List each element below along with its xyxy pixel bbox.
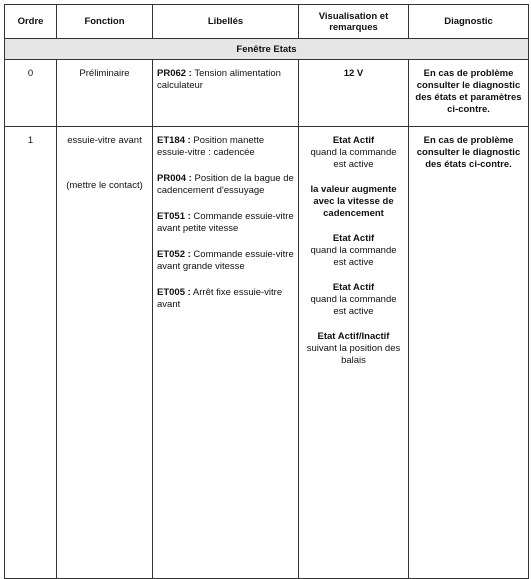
header-row [5, 5, 529, 39]
visualisation-value: Etat Actif [332, 282, 375, 293]
visualisation-note: quand la commande est active [310, 294, 397, 317]
row0-diagnostic: En cas de problème consulter le diagnostic des états et paramètres ci-contre. [409, 60, 529, 127]
libelle-code: PR062 : [157, 68, 192, 79]
header-diagnostic: Diagnostic [409, 5, 529, 39]
libelle-text: Tension alimentation calculateur [157, 68, 281, 91]
libelle-text: Commande essuie-vitre avant grande vitesse [157, 249, 294, 272]
row1-ordre: 1 [5, 127, 57, 579]
libelle-text: Commande essuie-vitre avant petite vitesse [157, 211, 294, 234]
libelle-item [157, 211, 294, 235]
header-visualisation [299, 5, 409, 39]
table-row [5, 127, 529, 579]
libelle-code: ET052 : [157, 249, 191, 260]
row1-diagnostic: En cas de problème consulter le diagnostic des états ci-contre. [409, 127, 529, 579]
row0-fonction: Préliminaire [57, 60, 153, 127]
libelle-code: ET051 : [157, 211, 191, 222]
row0-visualisation [299, 60, 409, 127]
libelle-text: Position de la bague de cadencement d'essuyage [157, 173, 294, 196]
row1-visualisation [299, 127, 409, 579]
visualisation-value: Etat Actif [332, 233, 375, 244]
visualisation-value: la valeur augmente avec la vitesse de cadencement [310, 184, 397, 219]
libelle-code: ET005 : [157, 287, 191, 298]
row1-fonction-label: essuie-vitre avant [67, 135, 142, 146]
visualisation-value: Etat Actif [332, 135, 375, 146]
libelle-item [157, 287, 294, 311]
row1-fonction-note: (mettre le contact) [66, 180, 143, 191]
libelle-item [157, 68, 294, 92]
row1-libelles [153, 127, 299, 579]
libelle-item [157, 173, 294, 197]
section-title: Fenêtre Etats [5, 39, 529, 60]
visualisation-note: suivant la position des balais [306, 343, 401, 366]
visualisation-item [303, 135, 404, 171]
row1-fonction [57, 127, 153, 579]
row0-libelles [153, 60, 299, 127]
libelle-item [157, 135, 294, 159]
visualisation-value: 12 V [343, 68, 364, 79]
visualisation-item [303, 331, 404, 367]
visualisation-item [303, 282, 404, 318]
libelle-item [157, 249, 294, 273]
libelle-text: Arrêt fixe essuie-vitre avant [157, 287, 283, 310]
visualisation-note: quand la commande est active [310, 245, 397, 268]
visualisation-item [303, 184, 404, 220]
libelle-code: PR004 : [157, 173, 192, 184]
visualisation-item [303, 68, 404, 80]
section-row [5, 39, 529, 60]
header-visualisation-line2: remarques [329, 21, 378, 33]
row0-ordre: 0 [5, 60, 57, 127]
visualisation-item [303, 233, 404, 269]
header-visualisation-line1: Visualisation et [318, 10, 389, 22]
libelle-code: ET184 : [157, 135, 191, 146]
visualisation-value: Etat Actif/Inactif [317, 331, 390, 342]
visualisation-note: quand la commande est active [310, 147, 397, 170]
header-ordre: Ordre [5, 5, 57, 39]
table-row [5, 60, 529, 127]
diagnostic-table [4, 4, 529, 579]
header-fonction: Fonction [57, 5, 153, 39]
libelle-text: Position manette essuie-vitre : cadencée [157, 135, 265, 158]
header-libelles: Libellés [153, 5, 299, 39]
